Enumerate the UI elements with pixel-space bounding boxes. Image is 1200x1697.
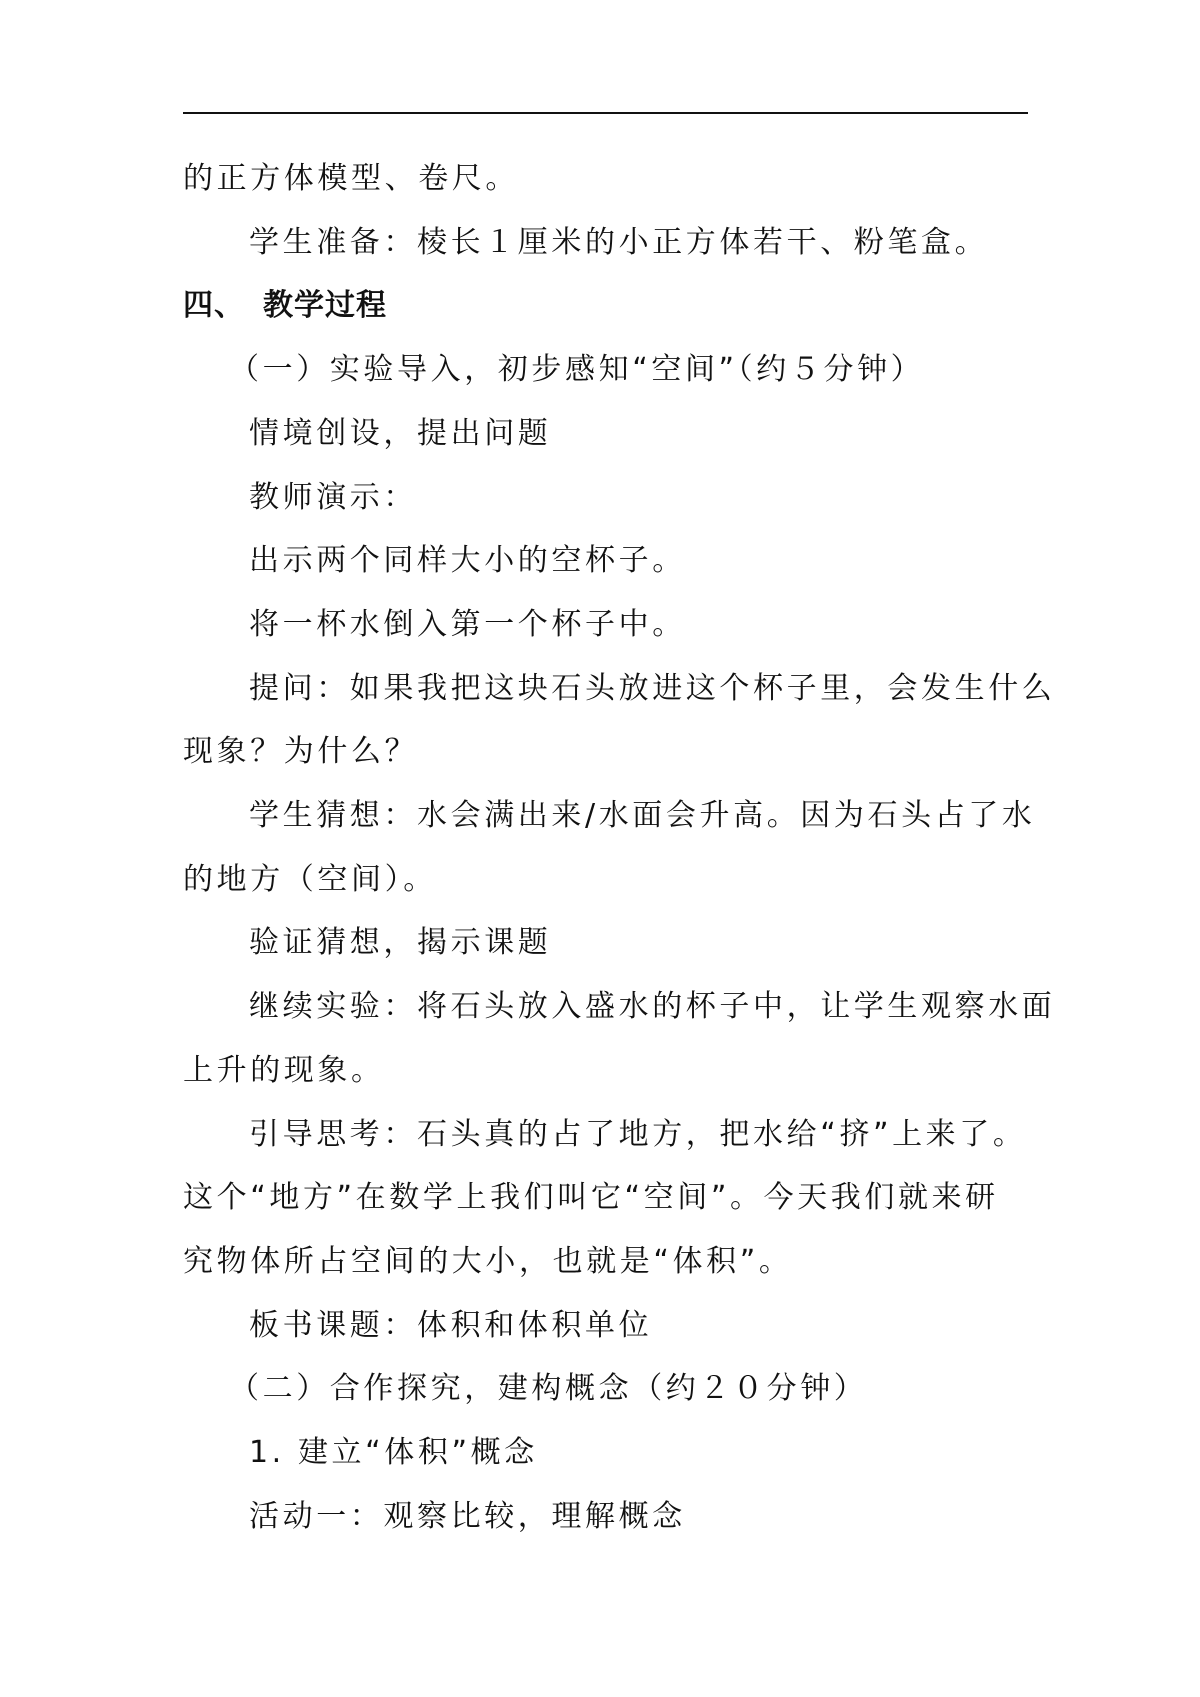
paragraph-line: 这个“地方”在数学上我们叫它“空间”。今天我们就来研 bbox=[183, 1180, 999, 1216]
paragraph-line: 的正方体模型、卷尺。 bbox=[183, 161, 519, 196]
header-rule bbox=[183, 112, 1028, 114]
section-number: 四、 bbox=[183, 288, 245, 324]
paragraph-line: 上升的现象。 bbox=[183, 1052, 385, 1088]
subsection-heading: （一）实验导入，初步感知“空间”（约５分钟） bbox=[229, 352, 925, 388]
paragraph-line: 出示两个同样大小的空杯子。 bbox=[249, 543, 686, 579]
paragraph-line: 将一杯水倒入第一个杯子中。 bbox=[249, 606, 686, 642]
paragraph-line: 情境创设，提出问题 bbox=[249, 415, 552, 451]
subsection-heading: （二）合作探究，建构概念（约２０分钟） bbox=[229, 1371, 868, 1407]
paragraph-line: 学生准备：棱长１厘米的小正方体若干、粉笔盒。 bbox=[249, 224, 989, 260]
paragraph-line: 学生猜想：水会满出来/水面会升高。因为石头占了水 bbox=[249, 798, 1036, 834]
paragraph-line: 验证猜想，揭示课题 bbox=[249, 925, 552, 961]
section-title: 教学过程 bbox=[263, 288, 387, 324]
paragraph-line: 现象？为什么？ bbox=[183, 734, 419, 770]
numbered-heading: 1. 建立“体积”概念 bbox=[249, 1435, 538, 1471]
paragraph-line: 继续实验：将石头放入盛水的杯子中，让学生观察水面 bbox=[249, 989, 1056, 1025]
paragraph-line: 究物体所占空间的大小，也就是“体积”。 bbox=[183, 1243, 793, 1279]
document-body bbox=[183, 147, 1056, 1548]
paragraph-line: 教师演示： bbox=[249, 479, 417, 515]
paragraph-line: 引导思考：石头真的占了地方，把水给“挤”上来了。 bbox=[249, 1116, 1027, 1152]
paragraph-line: 提问：如果我把这块石头放进这个杯子里，会发生什么 bbox=[249, 670, 1056, 706]
paragraph-line: 活动一：观察比较，理解概念 bbox=[249, 1498, 686, 1534]
section-heading bbox=[183, 274, 1028, 338]
paragraph-line: 板书课题：体积和体积单位 bbox=[249, 1307, 653, 1343]
paragraph-line: 的地方（空间）。 bbox=[183, 861, 437, 897]
